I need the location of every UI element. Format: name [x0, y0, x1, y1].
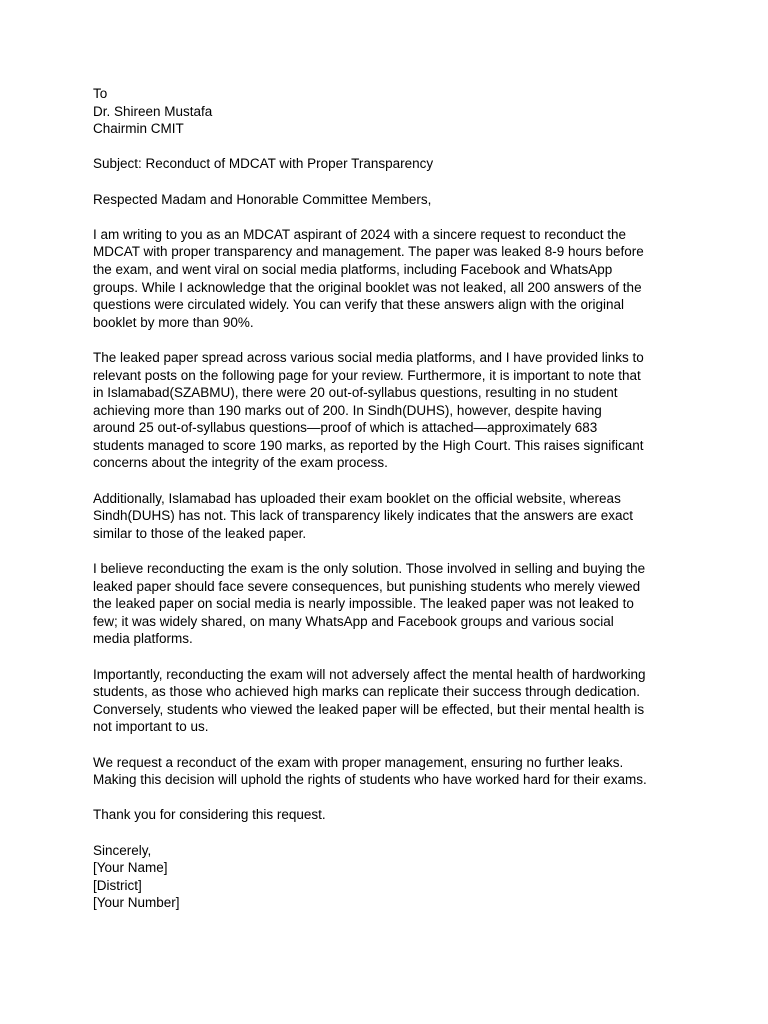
- recipient-line: To: [93, 86, 108, 101]
- paragraph-line: similar to those of the leaked paper.: [93, 525, 307, 541]
- paragraph-line: relevant posts on the following page for your review. Furthermore, it is important to note that: [93, 367, 641, 383]
- spacer: [93, 648, 708, 666]
- paragraph-line: Conversely, students who viewed the leaked paper will be effected, but their mental health is: [93, 701, 645, 717]
- paragraph-line: Sindh(DUHS) has not. This lack of transparency likely indicates that the answers are exact: [93, 508, 633, 524]
- paragraph-line: booklet by more than 90%.: [93, 314, 254, 330]
- paragraph-6: [93, 754, 708, 789]
- closing-name: [Your Name]: [93, 860, 168, 876]
- closing-number: [Your Number]: [93, 895, 180, 911]
- spacer: [93, 736, 708, 754]
- recipient-block: [93, 85, 708, 138]
- paragraph-1: [93, 226, 708, 332]
- paragraph-5: [93, 666, 708, 736]
- spacer: [93, 173, 708, 191]
- paragraph-line: few; it was widely shared, on many WhatsApp and Facebook groups and various social: [93, 613, 614, 629]
- closing-district: [District]: [93, 877, 142, 893]
- paragraph-line: Thank you for considering this request.: [93, 807, 326, 823]
- paragraph-line: questions were circulated widely. You can verify that these answers align with the original: [93, 297, 625, 313]
- paragraph-line: Additionally, Islamabad has uploaded their exam booklet on the official website, whereas: [93, 490, 621, 506]
- paragraph-line: The leaked paper spread across various social media platforms, and I have provided links to: [93, 349, 644, 365]
- subject-line: Subject: Reconduct of MDCAT with Proper Transparency: [93, 156, 434, 172]
- recipient-title: Chairmin CMIT: [93, 121, 184, 137]
- paragraph-line: in Islamabad(SZABMU), there were 20 out-of-syllabus questions, resulting in no student: [93, 385, 618, 401]
- paragraph-line: students, as those who achieved high marks can replicate their success through dedication.: [93, 684, 641, 700]
- paragraph-line: groups. While I acknowledge that the original booklet was not leaked, all 200 answers of the: [93, 279, 642, 295]
- paragraph-line: media platforms.: [93, 631, 193, 647]
- spacer: [93, 472, 708, 490]
- paragraph-line: around 25 out-of-syllabus questions—proof of which is attached—approximately 683: [93, 420, 598, 436]
- spacer: [93, 331, 708, 349]
- paragraph-line: MDCAT with proper transparency and management. The paper was leaked 8-9 hours before: [93, 244, 644, 260]
- paragraph-line: students managed to score 190 marks, as reported by the High Court. This raises significant: [93, 437, 644, 453]
- paragraph-7: [93, 806, 708, 824]
- spacer: [93, 789, 708, 807]
- paragraph-3: [93, 490, 708, 543]
- paragraph-2: [93, 349, 708, 472]
- paragraph-line: not important to us.: [93, 719, 209, 735]
- spacer: [93, 208, 708, 226]
- closing-valediction: Sincerely,: [93, 842, 152, 858]
- paragraph-4: [93, 560, 708, 648]
- paragraph-line: I am writing to you as an MDCAT aspirant of 2024 with a sincere request to reconduct the: [93, 226, 627, 242]
- recipient-name: Dr. Shireen Mustafa: [93, 103, 213, 119]
- paragraph-line: the leaked paper on social media is nearly impossible. The leaked paper was not leaked to: [93, 596, 634, 612]
- spacer: [93, 824, 708, 842]
- paragraph-line: achieving more than 190 marks out of 200. In Sindh(DUHS), however, despite having: [93, 402, 602, 418]
- paragraph-line: We request a reconduct of the exam with proper management, ensuring no further leaks.: [93, 754, 624, 770]
- paragraph-line: concerns about the integrity of the exam process.: [93, 455, 388, 471]
- spacer: [93, 542, 708, 560]
- letter-body: [93, 85, 708, 912]
- closing-block: [93, 842, 708, 912]
- paragraph-line: Importantly, reconducting the exam will not adversely affect the mental health of hardworking: [93, 666, 646, 682]
- paragraph-line: the exam, and went viral on social media platforms, including Facebook and WhatsApp: [93, 261, 613, 277]
- paragraph-line: Making this decision will uphold the rights of students who have worked hard for their exams.: [93, 772, 647, 788]
- salutation: Respected Madam and Honorable Committee Members,: [93, 191, 432, 207]
- spacer: [93, 138, 708, 156]
- paragraph-line: I believe reconducting the exam is the only solution. Those involved in selling and buying the: [93, 561, 646, 577]
- paragraph-line: leaked paper should face severe consequences, but punishing students who merely viewed: [93, 578, 641, 594]
